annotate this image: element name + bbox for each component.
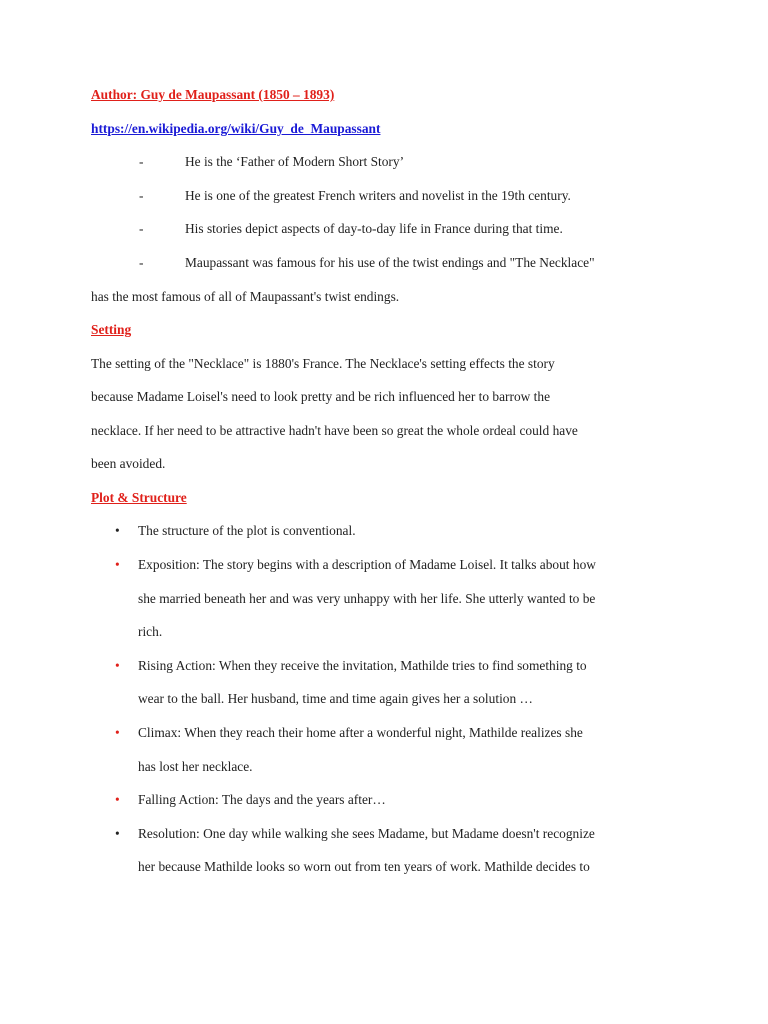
plot-line: Climax: When they reach their home after a wonderful night, Mathilde realizes she [138, 725, 583, 740]
plot-line: has lost her necklace. [138, 759, 253, 774]
setting-paragraph-line: been avoided. [91, 456, 166, 471]
dash-marker: - [139, 154, 144, 169]
setting-paragraph-line: The setting of the "Necklace" is 1880's France. The Necklace's setting effects the story [91, 356, 555, 371]
bullet-marker: • [115, 658, 120, 673]
plot-line: Resolution: One day while walking she sees Madame, but Madame doesn't recognize [138, 826, 595, 841]
dash-marker: - [139, 221, 144, 236]
setting-paragraph-line: necklace. If her need to be attractive hadn't have been so great the whole ordeal could have [91, 423, 578, 438]
bullet-marker: • [115, 557, 120, 572]
dash-item: His stories depict aspects of day-to-day life in France during that time. [185, 221, 563, 236]
plot-line: Exposition: The story begins with a description of Madame Loisel. It talks about how [138, 557, 596, 572]
plot-line: she married beneath her and was very unhappy with her life. She utterly wanted to be [138, 591, 596, 606]
plot-line: rich. [138, 624, 163, 639]
plot-line: Falling Action: The days and the years after… [138, 792, 386, 807]
plot-structure-heading: Plot & Structure [91, 490, 187, 505]
dash-marker: - [139, 255, 144, 270]
setting-paragraph-line: because Madame Loisel's need to look pretty and be rich influenced her to barrow the [91, 389, 551, 404]
bullet-marker: • [115, 826, 120, 841]
bullet-marker: • [115, 725, 120, 740]
setting-heading: Setting [91, 322, 132, 337]
bullet-marker: • [115, 792, 120, 807]
plot-line: Rising Action: When they receive the invitation, Mathilde tries to find something to [138, 658, 587, 673]
dash-item-continuation: has the most famous of all of Maupassant's twist endings. [91, 289, 400, 304]
author-wikipedia-link[interactable]: https://en.wikipedia.org/wiki/Guy_de_Maupassant [91, 121, 381, 136]
plot-line: The structure of the plot is conventional. [138, 523, 356, 538]
dash-item: Maupassant was famous for his use of the twist endings and "The Necklace" [185, 255, 595, 270]
plot-line: her because Mathilde looks so worn out from ten years of work. Mathilde decides to [138, 859, 590, 874]
dash-item: He is the ‘Father of Modern Short Story’ [185, 154, 405, 169]
bullet-marker: • [115, 523, 120, 538]
author-heading: Author: Guy de Maupassant (1850 – 1893) [91, 87, 335, 102]
plot-line: wear to the ball. Her husband, time and time again gives her a solution … [138, 691, 533, 706]
dash-item: He is one of the greatest French writers and novelist in the 19th century. [185, 188, 571, 203]
dash-marker: - [139, 188, 144, 203]
